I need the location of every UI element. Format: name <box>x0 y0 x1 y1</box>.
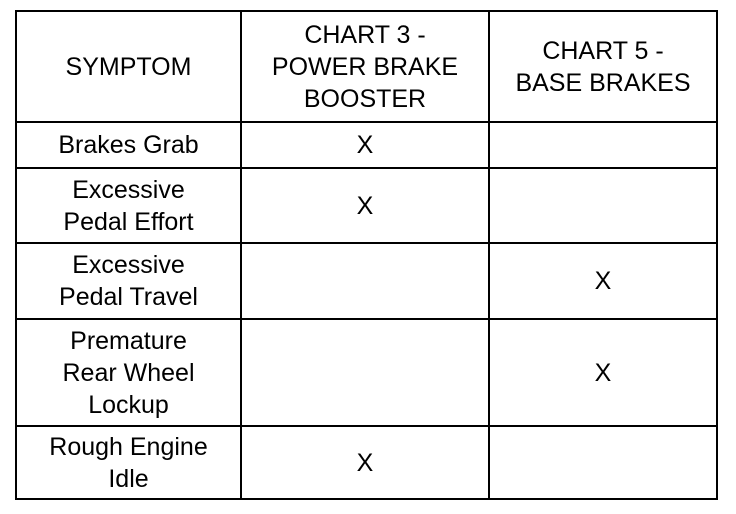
table-row <box>16 243 717 319</box>
chart-5-cell: X <box>489 319 717 426</box>
symptom-line: Excessive <box>72 175 185 204</box>
chart-5-cell: X <box>489 243 717 319</box>
header-chart-3 <box>241 11 489 122</box>
header-chart-3-line-3: BOOSTER <box>303 84 427 113</box>
chart-5-cell <box>489 426 717 499</box>
chart-3-cell: X <box>241 168 489 243</box>
header-chart-5-line-2: BASE BRAKES <box>515 68 691 97</box>
symptom-cell <box>16 243 241 319</box>
symptom-line: Idle <box>108 464 149 493</box>
chart-5-cell <box>489 122 717 168</box>
symptom-cell <box>16 168 241 243</box>
table-row <box>16 319 717 426</box>
symptom-line: Pedal Effort <box>63 207 194 236</box>
table-row <box>16 168 717 243</box>
header-chart-5 <box>489 11 717 122</box>
symptom-line: Pedal Travel <box>59 283 198 311</box>
symptom-line: Lockup <box>88 390 169 419</box>
table-row <box>16 426 717 499</box>
chart-3-cell <box>241 243 489 319</box>
symptom-cell <box>16 426 241 499</box>
symptom-cell <box>16 122 241 168</box>
symptom-cell <box>16 319 241 426</box>
chart-5-cell <box>489 168 717 243</box>
symptom-chart-table <box>15 10 718 500</box>
header-symptom-line: SYMPTOM <box>65 52 192 81</box>
chart-3-cell: X <box>241 122 489 168</box>
symptom-line: Premature <box>70 326 187 355</box>
symptom-line: Excessive <box>72 251 185 279</box>
symptom-line: Brakes Grab <box>58 131 199 159</box>
symptom-line: Rear Wheel <box>62 358 195 387</box>
header-symptom <box>16 11 241 122</box>
chart-3-cell: X <box>241 426 489 499</box>
table-row <box>16 122 717 168</box>
header-chart-3-line-1: CHART 3 - <box>304 20 426 49</box>
chart-3-cell <box>241 319 489 426</box>
header-chart-5-line-1: CHART 5 - <box>542 36 664 65</box>
header-row <box>16 11 717 122</box>
header-chart-3-line-2: POWER BRAKE <box>271 52 459 81</box>
symptom-line: Rough Engine <box>49 432 208 461</box>
